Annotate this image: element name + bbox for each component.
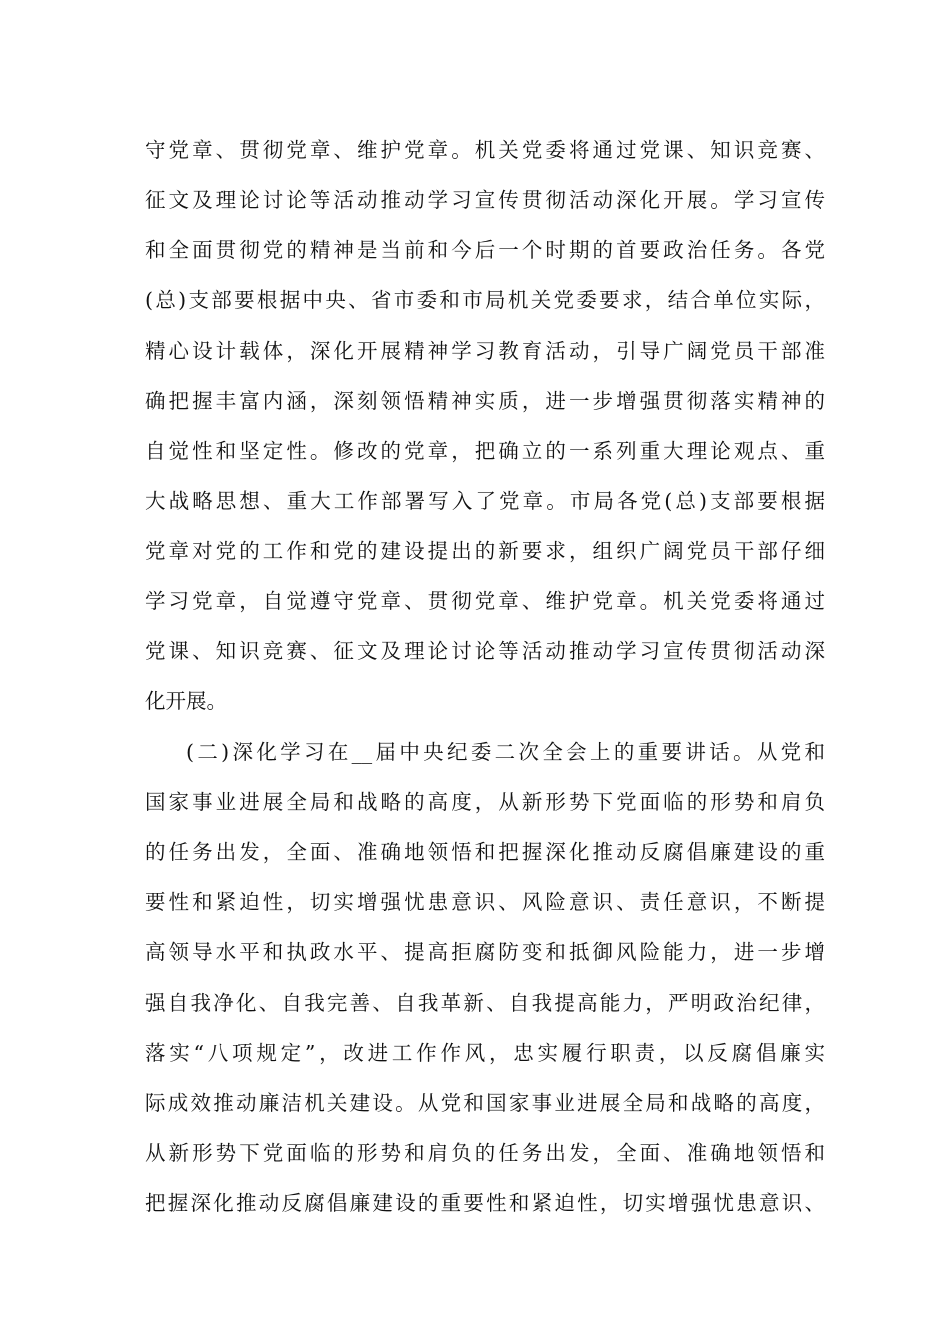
text-line: 党章对党的工作和党的建设提出的新要求，组织广阔党员干部仔细 — [145, 539, 825, 563]
text-line: 的任务出发，全面、准确地领悟和把握深化推动反腐倡廉建设的重 — [145, 840, 825, 864]
text-line: 际成效推动廉洁机关建设。从党和国家事业进展全局和战略的高度， — [145, 1091, 825, 1115]
text-line: 把握深化推动反腐倡廉建设的重要性和紧迫性，切实增强忧患意识、 — [145, 1191, 825, 1215]
text-line: 学习党章，自觉遵守党章、贯彻党章、维护党章。机关党委将通过 — [145, 589, 825, 613]
text-line: 征文及理论讨论等活动推动学习宣传贯彻活动深化开展。学习宣传 — [145, 188, 825, 212]
text-line: 强自我净化、自我完善、自我革新、自我提高能力，严明政治纪律， — [145, 991, 825, 1015]
text-line: 守党章、贯彻党章、维护党章。机关党委将通过党课、知识竞赛、 — [145, 138, 825, 162]
text-line: 化开展。 — [145, 689, 227, 713]
text-line: 国家事业进展全局和战略的高度，从新形势下党面临的形势和肩负 — [145, 790, 825, 814]
text-line: 落实“八项规定”，改进工作作风，忠实履行职责，以反腐倡廉实 — [145, 1041, 825, 1065]
text-line: 要性和紧迫性，切实增强忧患意识、风险意识、责任意识，不断提 — [145, 890, 825, 914]
text-line: 大战略思想、重大工作部署写入了党章。市局各党(总)支部要根据 — [145, 489, 825, 513]
text-line: 确把握丰富内涵，深刻领悟精神实质，进一步增强贯彻落实精神的 — [145, 389, 825, 413]
text-line: 精心设计载体，深化开展精神学习教育活动，引导广阔党员干部准 — [145, 339, 825, 363]
text-line: (二)深化学习在__届中央纪委二次全会上的重要讲话。从党和 — [186, 740, 825, 764]
text-line: 从新形势下党面临的形势和肩负的任务出发，全面、准确地领悟和 — [145, 1141, 825, 1165]
text-line: (总)支部要根据中央、省市委和市局机关党委要求，结合单位实际， — [145, 288, 825, 312]
text-line: 党课、知识竞赛、征文及理论讨论等活动推动学习宣传贯彻活动深 — [145, 639, 825, 663]
text-line: 和全面贯彻党的精神是当前和今后一个时期的首要政治任务。各党 — [145, 238, 825, 262]
text-line: 自觉性和坚定性。修改的党章，把确立的一系列重大理论观点、重 — [145, 439, 825, 463]
text-line: 高领导水平和执政水平、提高拒腐防变和抵御风险能力，进一步增 — [145, 940, 825, 964]
